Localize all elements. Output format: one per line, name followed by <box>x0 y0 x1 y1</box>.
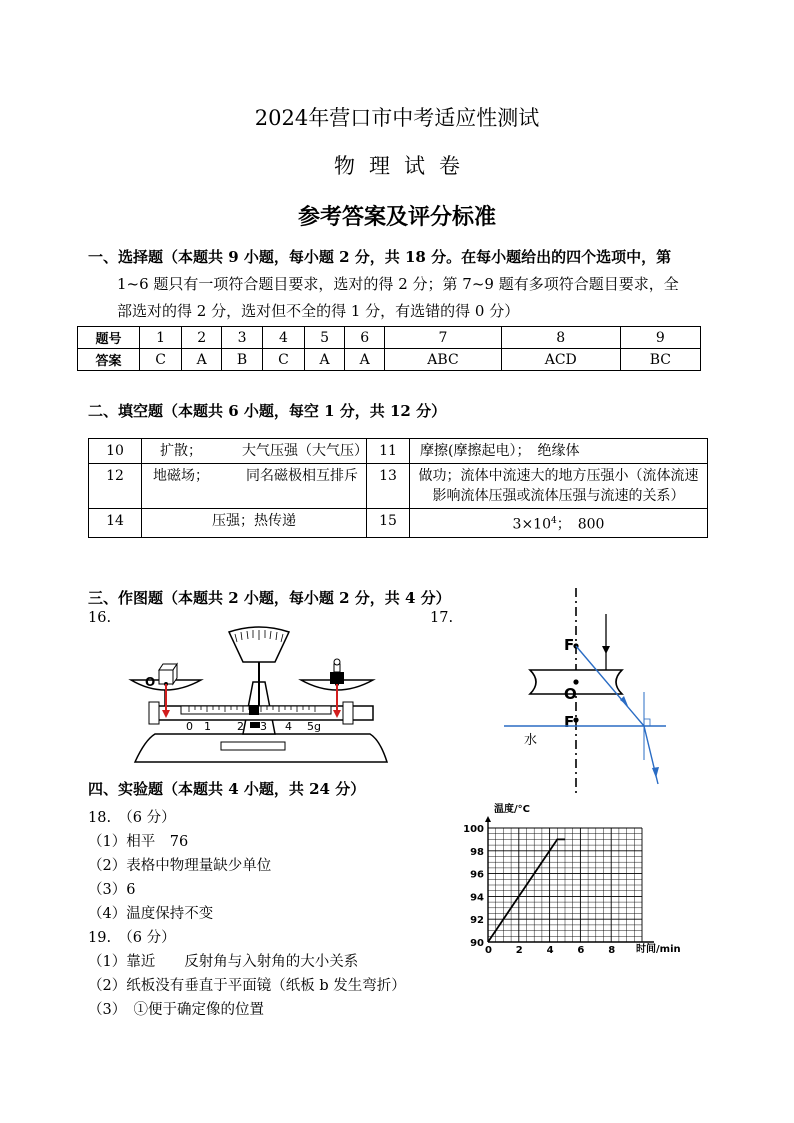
table-cell: 8 <box>501 327 620 349</box>
balance-diagram <box>125 622 395 772</box>
y-tick-label: 96 <box>470 869 484 881</box>
table-cell: C <box>140 349 182 371</box>
table-cell: 3 <box>222 327 263 349</box>
table-cell: BC <box>620 349 700 371</box>
q18-item: （4）温度保持不变 <box>88 906 214 922</box>
q19-item: （2）纸板没有垂直于平面镜（纸板 b 发生弯折） <box>88 978 406 994</box>
answer-cell: 压强；热传递 <box>142 509 367 538</box>
answer-table <box>77 326 701 371</box>
balance-rider <box>249 705 259 715</box>
question-17-label: 17. <box>430 610 454 626</box>
x-tick-label: 4 <box>546 945 554 956</box>
center-label: O <box>564 685 577 703</box>
question-16-label: 16. <box>88 610 112 626</box>
x-tick-label: 6 <box>577 945 585 956</box>
center-point <box>573 679 578 684</box>
question-19-label: 19. （6 分） <box>88 930 176 946</box>
x-tick-label: 2 <box>515 945 523 956</box>
y-tick-label: 94 <box>470 892 484 904</box>
lens-diagram <box>496 588 696 798</box>
q19-item: （3） ①便于确定像的位置 <box>88 1002 264 1018</box>
table-row-questions <box>78 327 701 349</box>
chart-grid <box>485 816 654 942</box>
table-cell: C <box>262 349 304 371</box>
focus-bottom-label: F <box>564 713 575 731</box>
y-tick-label: 100 <box>463 824 484 835</box>
scale-tick-label: 2 <box>237 720 244 733</box>
x-tick-label: 8 <box>608 945 616 956</box>
document-title: 参考答案及评分标准 <box>297 204 496 230</box>
section3-heading: 三、作图题（本题共 2 小题，每小题 2 分，共 4 分） <box>88 589 451 607</box>
medium-label: 水 <box>524 733 538 748</box>
exam-title: 2024年营口市中考适应性测试 <box>254 106 540 130</box>
x-axis-label: 时间/min <box>636 944 681 955</box>
temperature-chart <box>460 796 700 964</box>
table-cell: ABC <box>385 349 502 371</box>
table-row <box>89 439 708 464</box>
table-cell: A <box>345 349 385 371</box>
scale-tick-label: 1 <box>204 720 211 733</box>
table-cell: A <box>305 349 345 371</box>
question-number: 15 <box>367 509 410 538</box>
scale-tick-label: 5g <box>307 720 321 733</box>
table-cell: 7 <box>385 327 502 349</box>
table-cell: 4 <box>262 327 304 349</box>
table-cell: B <box>222 349 263 371</box>
table-row <box>89 509 708 538</box>
subject-title: 物理试卷 <box>334 154 474 178</box>
y-axis-label: 温度/°C <box>494 804 530 815</box>
balance-base-slot <box>221 742 285 750</box>
table-cell: 2 <box>182 327 222 349</box>
row-label-answer: 答案 <box>78 349 140 371</box>
y-tick-label: 92 <box>470 915 484 927</box>
question-number: 12 <box>89 464 142 509</box>
section2-heading: 二、填空题（本题共 6 小题，每空 1 分，共 12 分） <box>88 402 447 420</box>
question-number: 10 <box>89 439 142 464</box>
answer-cell: 地磁场； 同名磁极相互排斥 <box>142 464 367 509</box>
row-label-question: 题号 <box>78 327 140 349</box>
question-number: 11 <box>367 439 410 464</box>
table-row-answers <box>78 349 701 371</box>
table-cell: A <box>182 349 222 371</box>
balance-center-mark <box>250 722 260 728</box>
question-18-label: 18. （6 分） <box>88 810 176 826</box>
section1-heading: 一、选择题（本题共 9 小题，每小题 2 分，共 18 分。在每小题给出的四个选项中，第 1~6 题只有一项符合题目要求，选对的得 2 分；第 7~9 题有多项符合题目要求，全 部选对的得 2 分，选对但不全的得 1 分，有选错的得 0 分） <box>88 248 679 320</box>
scale-tick-label: 4 <box>285 720 292 733</box>
table-cell: ACD <box>501 349 620 371</box>
question-number: 14 <box>89 509 142 538</box>
table-cell: 6 <box>345 327 385 349</box>
q19-item: （1）靠近 反射角与入射角的大小关系 <box>88 954 359 970</box>
fill-table <box>88 438 708 538</box>
q18-item: （3）6 <box>88 882 136 898</box>
table-cell: 9 <box>620 327 700 349</box>
q18-item: （2）表格中物理量缺少单位 <box>88 858 272 874</box>
scale-tick-label: 3 <box>260 720 267 733</box>
q18-item: （1）相平 76 <box>88 834 189 850</box>
answer-cell: 做功；流体中流速大的地方压强小（流体流速影响流体压强或流体压强与流速的关系） <box>410 464 708 509</box>
focus-top-label: F <box>564 636 575 654</box>
answer-cell: 扩散； 大气压强（大气压） <box>142 439 367 464</box>
y-axis-arrow <box>485 816 491 822</box>
table-row <box>89 464 708 509</box>
scale-tick-label: 0 <box>186 720 193 733</box>
question-number: 13 <box>367 464 410 509</box>
x-tick-label: 0 <box>485 945 492 956</box>
y-tick-label: 90 <box>470 938 484 949</box>
table-cell: 1 <box>140 327 182 349</box>
table-cell: 5 <box>305 327 345 349</box>
section4-heading: 四、实验题（本题共 4 小题，共 24 分） <box>88 780 366 798</box>
y-tick-label: 98 <box>470 846 484 858</box>
answer-cell: $3\times 10^4$； 800 <box>410 509 708 538</box>
answer-cell: 摩擦(摩擦起电）； 绝缘体 <box>410 439 708 464</box>
object-label: O <box>145 675 156 689</box>
